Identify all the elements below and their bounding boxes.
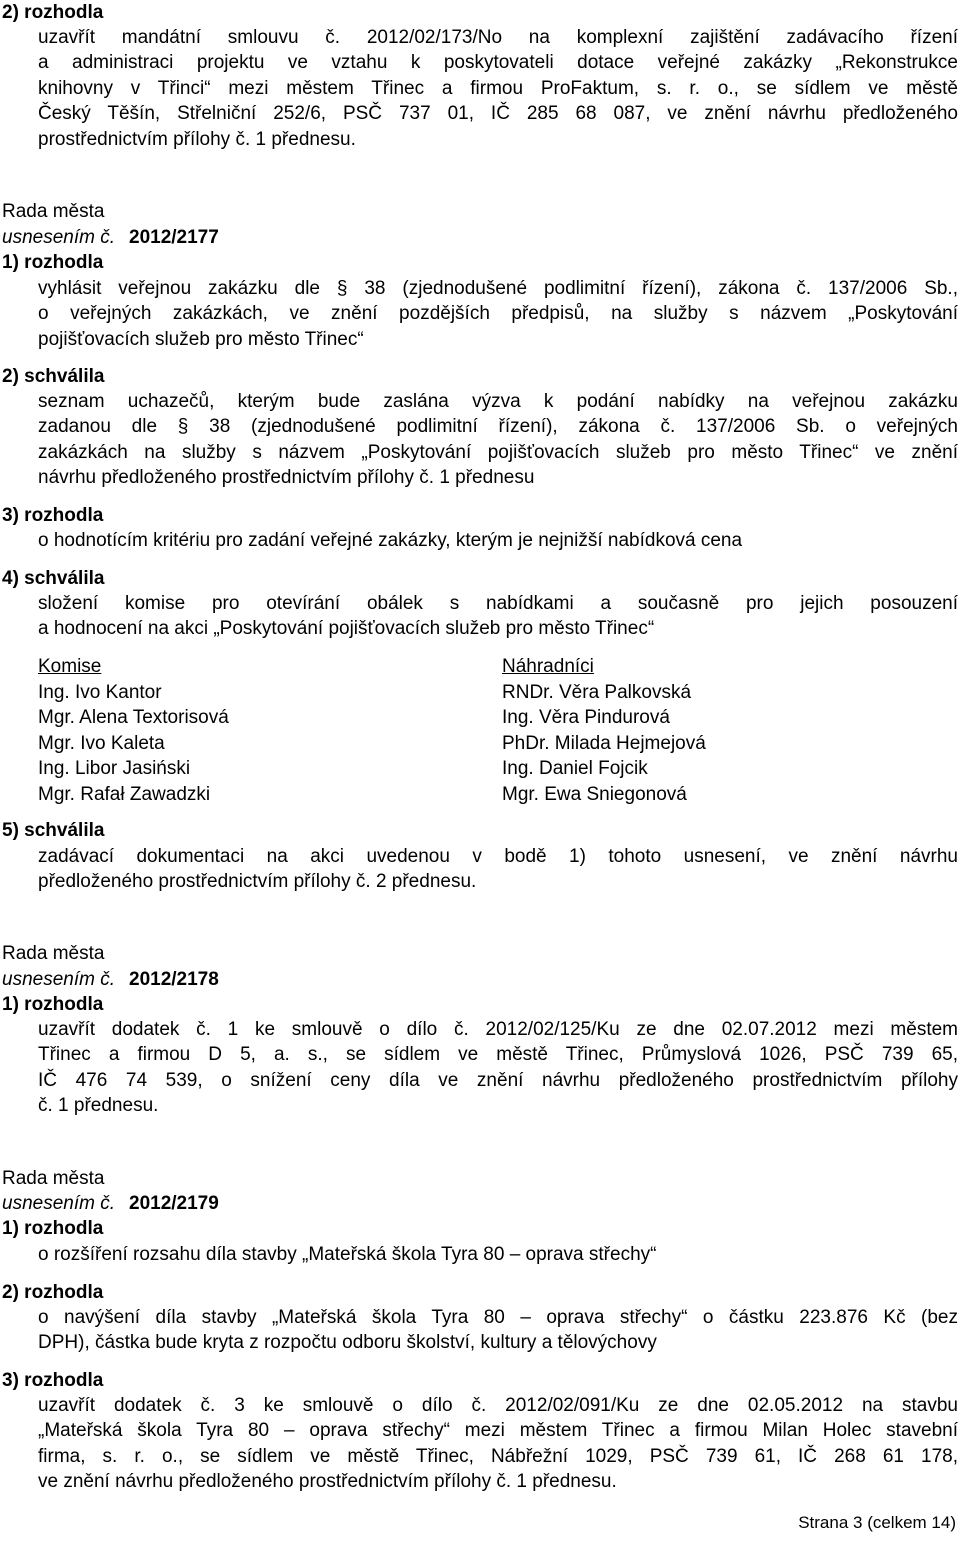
text-line: pojišťovacích služeb pro město Třinec“: [38, 328, 364, 350]
item-label: 2) schválila: [2, 366, 105, 387]
text-line: zadávací dokumentaci na akci uvedenou v bodě 1) tohoto usnesení, ve znění návrhu: [38, 846, 958, 867]
text-line: vyhlásit veřejnou zakázku dle § 38 (zjednodušené podlimitní řízení), zákona č. 137/2006 Sb.,: [38, 278, 958, 299]
item-text: [38, 276, 958, 352]
text-line-content: a administraci projektu ve vztahu k poskytovateli dotace veřejné zakázky „Rekonstrukce: [38, 52, 958, 74]
item-label: 3) rozhodla: [2, 1370, 104, 1391]
text-line: knihovny v Třinci“ mezi městem Třinec a firmou ProFaktum, s. r. o., se sídlem ve městě: [38, 77, 958, 99]
item-label: 1) rozhodla: [2, 252, 104, 273]
item-text: [38, 389, 958, 491]
item-text: [38, 25, 958, 152]
substitute-name: Ing. Daniel Fojcik: [502, 758, 648, 779]
text-line: prostřednictvím přílohy č. 1 přednesu.: [38, 128, 356, 150]
text-line: uzavřít mandátní smlouvu č. 2012/02/173/No na komplexní zajištění zadávacího řízení: [38, 27, 958, 48]
text-line: Třinec a firmou D 5, a. s., se sídlem ve městě Třinec, Průmyslová 1026, PSČ 739 65,: [38, 1044, 958, 1066]
text-line: uzavřít dodatek č. 1 ke smlouvě o dílo č. 2012/02/125/Ku ze dne 02.07.2012 mezi městem: [38, 1019, 958, 1040]
text-line: složení komise pro otevírání obálek s nabídkami a současně pro jejich posouzení: [38, 593, 958, 614]
members-heading: Komise: [38, 656, 102, 677]
resolution-number: [2, 967, 219, 992]
text-line: návrhu předloženého prostřednictvím přílohy č. 1 přednesu: [38, 467, 535, 489]
item-label: 5) schválila: [2, 820, 105, 841]
page-footer: Strana 3 (celkem 14): [798, 1512, 956, 1532]
member-name: Mgr. Alena Textorisová: [38, 707, 229, 728]
council-heading: Rada města: [2, 943, 105, 964]
substitute-name: RNDr. Věra Palkovská: [502, 681, 692, 703]
item-text: [38, 1393, 958, 1495]
item-text: [38, 528, 958, 553]
item-text: [38, 844, 958, 895]
council-heading: Rada města: [2, 201, 105, 222]
text-line: seznam uchazečů, kterým bude zaslána výzva k podání nabídky na veřejnou zakázku: [38, 391, 958, 412]
resolution-label: usnesením č.: [2, 227, 115, 248]
item-text: [38, 591, 958, 642]
member-name: Ing. Ivo Kantor: [38, 681, 162, 703]
resolution-number: [2, 225, 219, 250]
item-text: [38, 1305, 958, 1356]
text-line: DPH), částka bude kryta z rozpočtu odboru školství, kultury a tělovýchovy: [38, 1332, 657, 1354]
text-line: předloženého prostřednictvím přílohy č. 2 přednesu.: [38, 871, 477, 893]
resolution-id: 2012/2178: [129, 969, 219, 990]
committee-substitutes: [502, 654, 706, 807]
member-name: Ing. Libor Jasiński: [38, 758, 191, 779]
substitute-name: Ing. Věra Pindurová: [502, 707, 670, 728]
text-line: ve znění návrhu předloženého prostřednictvím přílohy č. 1 přednesu.: [38, 1471, 617, 1493]
substitute-name: Mgr. Ewa Sniegonová: [502, 783, 687, 805]
resolution-id: 2012/2179: [129, 1193, 219, 1214]
member-name: Mgr. Ivo Kaleta: [38, 732, 165, 754]
member-name: Mgr. Rafał Zawadzki: [38, 783, 211, 805]
resolution-id: 2012/2177: [129, 227, 219, 248]
substitutes-heading: Náhradníci: [502, 656, 594, 677]
text-line: „Mateřská škola Tyra 80 – oprava střechy“ mezi městem Třinec a firmou Milan Holec stavební: [38, 1420, 958, 1442]
item-text: [38, 1242, 958, 1267]
resolution-label: usnesením č.: [2, 969, 115, 990]
committee-members: [38, 654, 229, 807]
item-label: 2) rozhodla: [2, 2, 104, 23]
resolution-number: [2, 1191, 219, 1216]
item-label: 4) schválila: [2, 568, 105, 589]
substitute-name: PhDr. Milada Hejmejová: [502, 732, 706, 754]
text-line: a hodnocení na akci „Poskytování pojišťovacích služeb pro město Třinec“: [38, 618, 655, 640]
text-line: o hodnotícím kritériu pro zadání veřejné zakázky, kterým je nejnižší nabídková cena: [38, 530, 743, 551]
item-label: 1) rozhodla: [2, 1218, 104, 1239]
text-line: o navýšení díla stavby „Mateřská škola Tyra 80 – oprava střechy“ o částku 223.876 Kč (bez: [38, 1307, 958, 1328]
text-line: zadanou dle § 38 (zjednodušené podlimitní řízení), zákona č. 137/2006 Sb. o veřejných: [38, 416, 958, 438]
text-line: firma, s. r. o., se sídlem ve městě Třinec, Nábřežní 1029, PSČ 739 61, IČ 268 61 178,: [38, 1445, 958, 1467]
text-line: [38, 50, 958, 75]
text-line: zakázkách na služby s názvem „Poskytování pojišťovacích služeb pro město Třinec“ ve znění: [38, 441, 958, 463]
item-label: 2) rozhodla: [2, 1282, 104, 1303]
item-label: 1) rozhodla: [2, 994, 104, 1015]
item-label: 3) rozhodla: [2, 505, 104, 526]
council-heading: Rada města: [2, 1168, 105, 1189]
item-text: [38, 1017, 958, 1119]
text-line: Český Těšín, Střelniční 252/6, PSČ 737 01, IČ 285 68 087, ve znění návrhu předloženého: [38, 103, 958, 125]
text-line: č. 1 přednesu.: [38, 1095, 159, 1117]
text-line: o rozšíření rozsahu díla stavby „Mateřská škola Tyra 80 – oprava střechy“: [38, 1244, 657, 1265]
text-line: IČ 476 74 539, o snížení ceny díla ve znění návrhu předloženého prostřednictvím přílohy: [38, 1069, 958, 1091]
text-line: o veřejných zakázkách, ve znění pozdějších předpisů, na služby s názvem „Poskytování: [38, 303, 958, 325]
resolution-label: usnesením č.: [2, 1193, 115, 1214]
text-line: uzavřít dodatek č. 3 ke smlouvě o dílo č. 2012/02/091/Ku ze dne 02.05.2012 na stavbu: [38, 1395, 958, 1416]
